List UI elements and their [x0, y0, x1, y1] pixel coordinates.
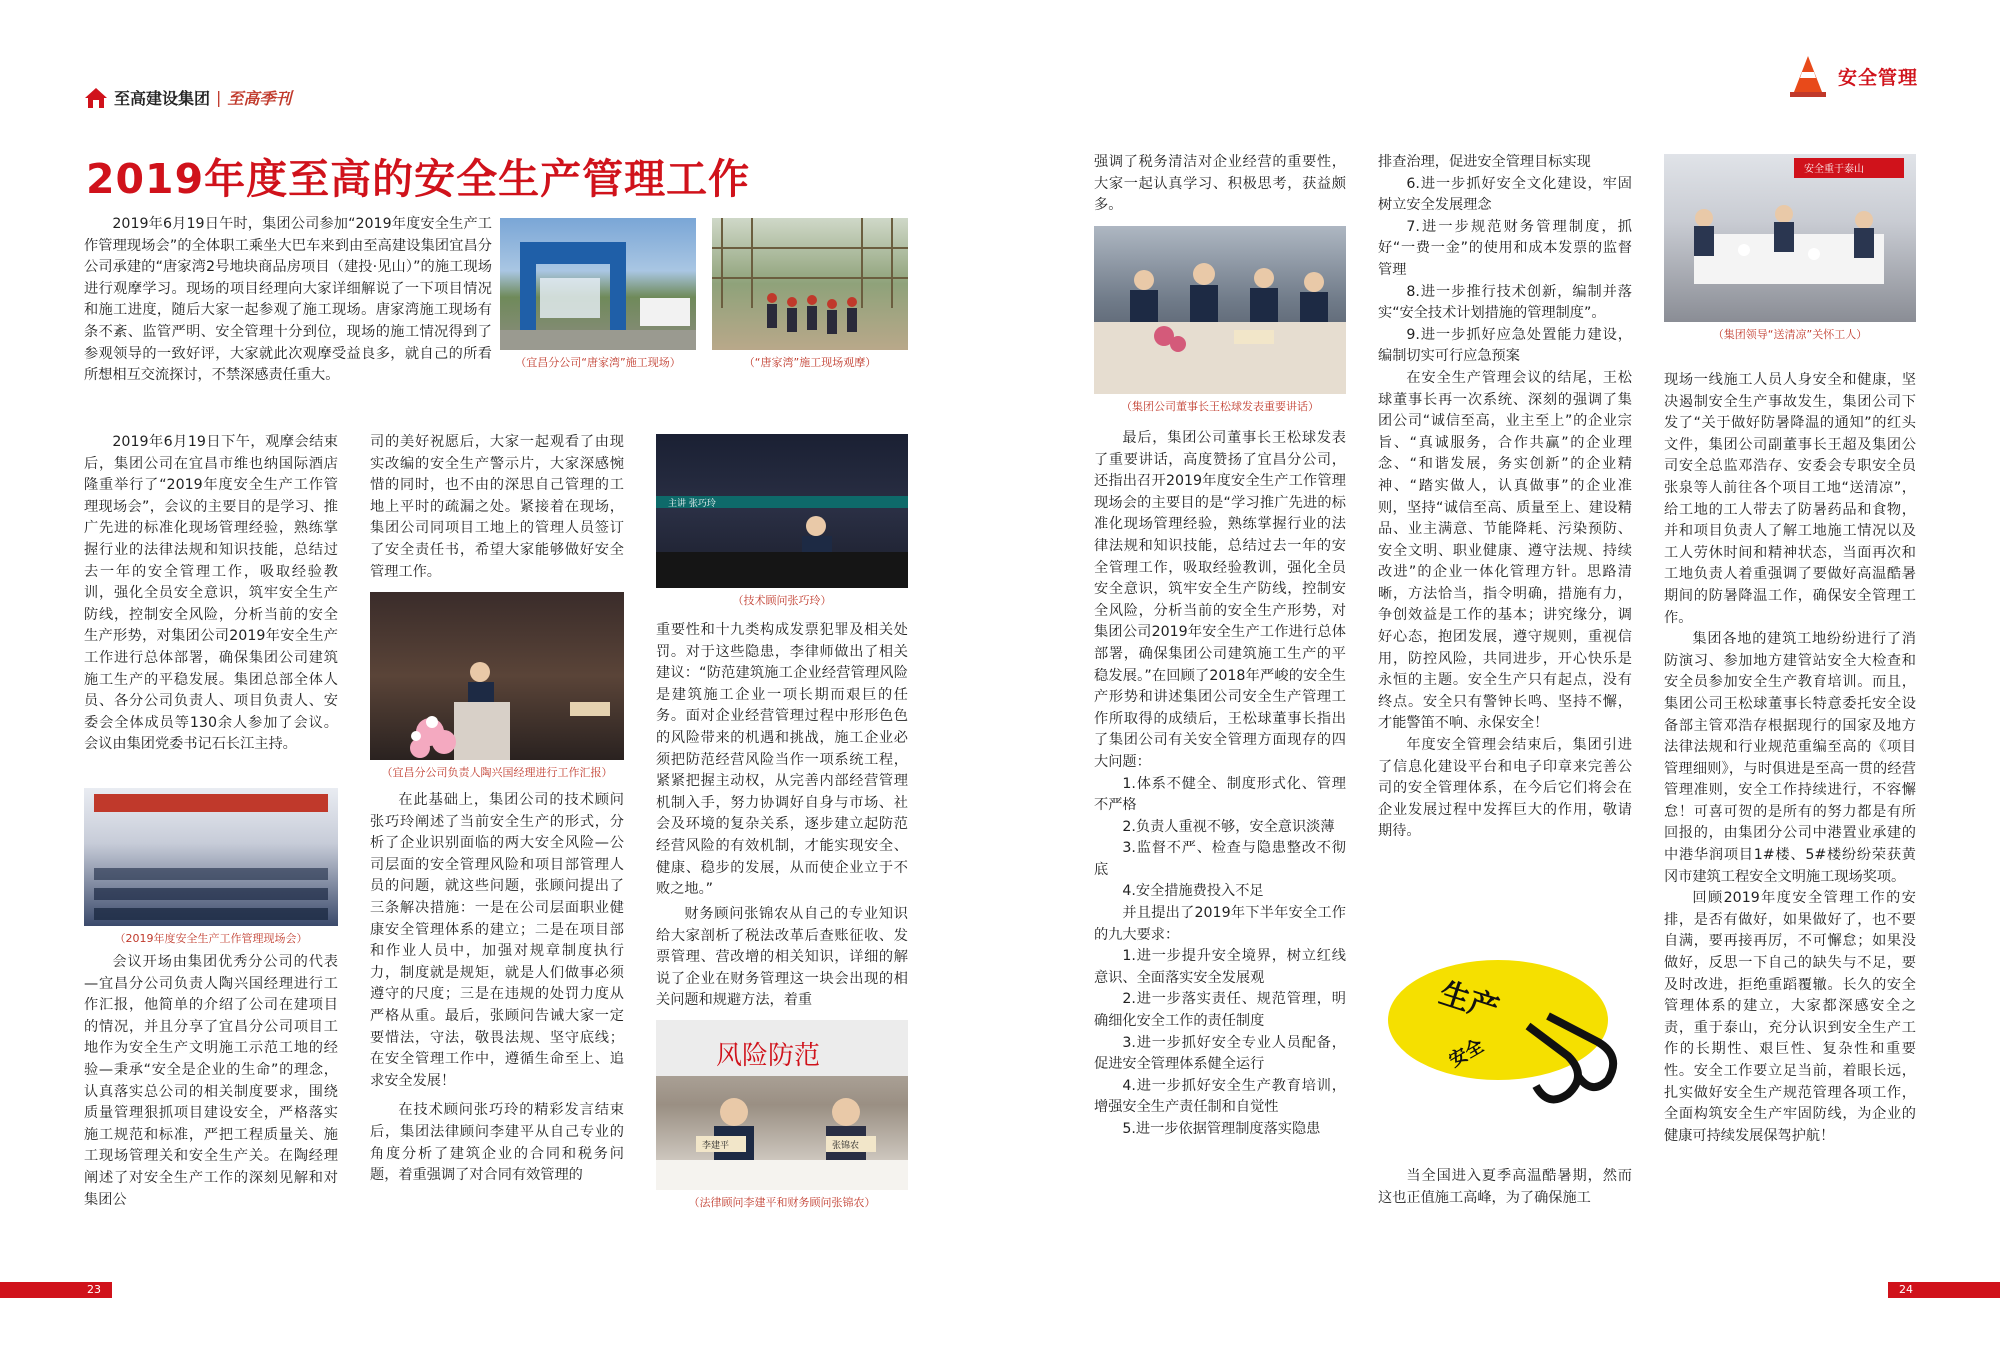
requirement-7: 7.进一步规范财务管理制度，抓好“一费一金”的使用和成本发票的监督管理	[1378, 218, 1632, 278]
caption-legal-finance: （法律顾问李建平和财务顾问张锦农）	[688, 1196, 876, 1209]
legal-finance-advisors-photo	[656, 1020, 908, 1190]
column-3-text-a: 重要性和十九类构成发票犯罪及相关处罚。对于这些隐患，李律师做出了相关建议：“防范建筑施工企业经营管理风险是建筑施工企业一项长期而艰巨的任务。面对企业经营管理过程中形形色色的风险带来的机遇和挑战，施工企业必须把防范经营风险当作一项系统工程，紧紧把握主动权，从完善内部经营管理机制入手，努力协调好自身与市场、社会及环境的复杂关系，逐步建立起防范经营风险的有效机制，才能实现安全、健康、稳步的发展，从而使企业立于不败之地。”	[656, 622, 908, 898]
site-visit-photo	[712, 218, 908, 350]
caption-chairman-speech: （集团公司董事长王松球发表重要讲话）	[1121, 400, 1319, 413]
requirement-5: 5.进一步依据管理制度落实隐患	[1122, 1121, 1321, 1137]
article-title: 2019年度至高的安全生产管理工作	[86, 155, 751, 203]
brand-logo	[84, 86, 291, 109]
section-label: 安全管理	[1838, 66, 1919, 89]
section-header	[1788, 54, 1918, 98]
graphic-word-production: 生产	[1435, 975, 1503, 1028]
intro-paragraph-top: 2019年6月19日午时，集团公司参加“2019年度安全生产工作管理现场会”的全体职工乘坐大巴车来到由至高建设集团宜昌分公司承建的“唐家湾2号地块商品房项目（建投·见山）”的施工现场进行观摩学习。现场的项目经理向大家详细解说了一下项目情况和施工进度，随后大家一起参观了施工现场。唐家湾施工现场有条不紊、监管严明、安全管理十分到位，现场的施工情况得到了参观领导的一致好评，大家就此次观摩受益良多，就自己的所看所想相互交流探讨，不禁深感责任重大。	[84, 216, 492, 384]
house-logo-icon	[84, 87, 108, 109]
name-card-left: 李建平	[702, 1141, 730, 1151]
name-card-right: 张锦农	[832, 1141, 860, 1151]
requirement-2: 2.进一步落实责任、规范管理，明确细化安全工作的责任制度	[1094, 991, 1346, 1030]
column-6-text: 现场一线施工人员人身安全和健康，坚决遏制安全生产事故发生，集团公司下发了“关于做好防暑降温的通知”的红头文件，集团公司副董事长王超及集团公司安全总监邓浩存、安委会专职安全员张泉等人前往各个项目工地“送清凉”，给工地的工人带去了防暑药品和食物，并和项目负责人了解工地施工情况以及工人劳休时间和精神状态，当面再次和工地负责人着重强调了要做好高温酷暑期间的防暑降温工作，确保安全管理工作。 集团各地的建筑工地纷纷进行了消防演习、参加地方建管站安全大检查和安全员参加安全生产教育培训。而且，集团公司王松球董事长特意委托安全设备部主管邓浩存根据现行的国家及地方法律法规和行业规范重编至高的《项目管理细则》，与时俱进是至高一贯的经营管理准则，安全工作持续进行，不容懈怠！可喜可贺的是所有的努力都是有所回报的，由集团分公司中港置业承建的中港华润项目1#楼、5#楼纷纷荣获黄冈市建筑工程安全文明施工现场奖项。 回顾2019年度安全管理工作的安排，是否有做好，如果做好了，也不要自满，要再接再厉，不可懈怠；如果没做好，反思一下自己的缺失与不足，要及时改进，拒绝重蹈覆辙。长久的安全管理体系的建立，大家都深感安全之责，重于泰山，充分认识到安全生产工作的长期性、艰巨性、复杂性和重要性。安全工作要立足当前，着眼长远，扎实做好安全生产规范管理各项工作，全面构筑安全生产牢固防线，为企业的健康可持续发展保驾护航！	[1664, 372, 1916, 1144]
problem-2: 2.负责人重视不够，安全意识淡薄	[1122, 818, 1335, 835]
speaker-podium-photo	[370, 592, 624, 760]
summer-care-photo	[1664, 154, 1916, 322]
conference-hall-photo	[84, 788, 338, 926]
graphic-word-safety: 安全	[1445, 1035, 1488, 1072]
column-1-text-b: 会议开场由集团优秀分公司的代表—宜昌分公司负责人陶兴国经理进行工作汇报，他简单的介绍了公司在建项目的情况，并且分享了宜昌分公司项目工地作为安全生产文明施工示范工地的经验—秉承“安全是企业的生命”的理念，认真落实总公司的相关制度要求，围绕质量管理狠抓项目建设安全，严格落实施工规范和标准，严把工程质量关、施工现场管理关和安全生产关。在陶经理阐述了对安全生产工作的深刻见解和对集团公	[84, 954, 338, 1208]
problem-1: 1.体系不健全、制度形式化、管理不严格	[1094, 775, 1346, 814]
traffic-cone-icon	[1788, 54, 1828, 98]
requirement-4: 4.进一步抓好安全生产教育培训，增强安全生产责任制和自觉性	[1094, 1077, 1346, 1116]
brand-name: 至高建设集团	[114, 89, 211, 108]
requirement-1: 1.进一步提升安全境界，树立红线意识、全面落实安全发展观	[1094, 948, 1346, 986]
caption-site-visit: （“唐家湾”施工现场观摩）	[743, 356, 877, 369]
column-2-text-b: 在此基础上，集团公司的技术顾问张巧玲阐述了当前安全生产的形式，分析了企业识别面临的两大安全风险—公司层面的安全管理风险和项目部管理人员的问题，就这些问题，张顾问提出了三条解决措施：一是在公司层面职业健康安全管理体系的建立；二是在项目部和作业人员中，加强对规章制度执行力，制度就是规矩，就是人们做事必须遵守的尺度；三是在违规的处罚力度从严格从重。最后，张顾问告诫大家一定要惜法，守法，敬畏法规、坚守底线；在安全管理工作中，遵循生命至上、追求安全发展！ 在技术顾问张巧玲的精彩发言结束后，集团法律顾问李建平从自己专业的角度分析了建筑企业的合同和税务问题，着重强调了对合同有效管理的	[370, 792, 624, 1184]
risk-banner-text: 风险防范	[716, 1041, 821, 1071]
requirement-9: 9.进一步抓好应急处置能力建设，编制切实可行应急预案	[1378, 326, 1632, 365]
column-5-text-b: 当全国进入夏季高温酷暑期，然而这也正值施工高峰，为了确保施工	[1378, 1168, 1632, 1206]
construction-gate-photo	[500, 218, 696, 350]
caption-site-gate: （宜昌分公司“唐家湾”施工现场）	[515, 356, 681, 369]
column-4-text-b: 最后，集团公司董事长王松球发表了重要讲话，高度赞扬了宜昌分公司，还指出召开2019年度安全生产工作管理现场会的主要目的是“学习推广先进的标准化现场管理经验，熟练掌握行业的法律法规和知识技能，总结过去一年的安全管理工作，吸取经验教训，强化全员安全意识，筑牢安全生产防线，控制安全风险，分析当前的安全生产形势，对集团公司2019年安全生产工作进行总体部署，确保集团公司建筑施工生产的平稳发展。”在回顾了2018年严峻的安全生产形势和讲述集团公司安全生产管理工作所取得的成绩后，王松球董事长指出了集团公司有关安全管理方面现存的四大问题： 1.体系不健全、制度形式化、管理不严格 2.负责人重视不够，安全意识淡薄 3.监督不严、检查与隐患整改不彻底 4.安全措施费投入不足 并且提出了2019年下半年安全工作的九大要求： 1.进一步提升安全境界，树立红线意识、全面落实安全发展观 2.进一步落实责任、规范管理，明确细化安全工作的责任制度 3.进一步抓好安全专业人员配备，促进安全管理体系健全运行 4.进一步抓好安全生产教育培训，增强安全生产责任制和自觉性 5.进一步依据管理制度落实隐患	[1094, 428, 1346, 1141]
safety-production-graphic	[1378, 946, 1632, 1108]
column-4-text-a: 强调了税务清洁对企业经营的重要性，大家一起认真学习、积极思考，获益颇多。	[1094, 154, 1346, 214]
column-1-text-a: 2019年6月19日下午，观摩会结束后，集团公司在宜昌市维也纳国际酒店隆重举行了“2019年度安全生产工作管理现场会”，会议的主要目的是学习、推广先进的标准化现场管理经验，熟练掌握行业的法律法规和知识技能，总结过去一年的安全管理工作，吸取经验教训，强化全员安全意识，筑牢安全生产防线，控制安全风险，分析当前的安全生产形势，对集团公司2019年安全生产工作进行总体部署，确保集团公司建筑施工生产的平稳发展。集团总部全体人员、各分公司负责人、项目负责人、安委会全体成员等130余人参加了会议。会议由集团党委书记石长江主持。	[84, 434, 338, 753]
caption-conference: （2019年度安全生产工作管理现场会）	[114, 932, 308, 945]
column-5-text-a: 排查治理，促进安全管理目标实现 6.进一步抓好安全文化建设，牢固树立安全发展理念 7.进一步规范财务管理制度，抓好“一费一金”的使用和成本发票的监督管理 8.进一步推行技术创新，编制并落实“安全技术计划措施的管理制度”。 9.进一步抓好应急处置能力建设，编制切实可行应急预案 在安全生产管理会议的结尾，王松球董事长再一次系统、深刻的强调了集团公司“诚信至高，业主至上”的企业宗旨、“真诚服务，合作共赢”的企业理念、“和谐发展，务实创新”的企业精神、“踏实做人，认真做事”的企业准则，坚持“诚信至高、质量至上、建设精品、业主满意、节能降耗、污染预防、安全文明、职业健康、遵守法规、持续改进”的企业一体化管理方针。思路清晰，方法恰当，指令明确，措施有力，争创效益是工作的基本；讲究缘分，调好心态，抱团发展，遵守规则，重视信用，防控风险，共同进步，开心快乐是永恒的主题。安全生产只有起点，没有终点。安全只有警钟长鸣、坚持不懈，才能警笛不响、永保安全！ 年度安全管理会结束后，集团引进了信息化建设平台和电子印章来完善公司的安全管理体系，在今后它们将会在企业发展过程中发挥巨大的作用，敬请期待。	[1378, 154, 1632, 840]
brand-subtitle: 至高季刊	[227, 89, 292, 108]
caption-summer-care: （集团领导“送清凉”关怀工人）	[1712, 328, 1868, 341]
caption-branch-report: （宜昌分公司负责人陶兴国经理进行工作汇报）	[381, 766, 613, 779]
podium-banner-text: 主讲 张巧玲	[668, 499, 716, 509]
caption-tech-advisor: （技术顾问张巧玲）	[732, 594, 832, 607]
problem-4: 4.安全措施费投入不足	[1122, 883, 1264, 900]
safety-slogan-text: 安全重于泰山	[1804, 164, 1864, 175]
problem-3: 3.监督不严、检查与隐患整改不彻底	[1094, 840, 1346, 878]
tech-advisor-photo	[656, 434, 908, 588]
page-number-right: 24	[1899, 1283, 1913, 1296]
column-2-text-a: 司的美好祝愿后，大家一起观看了由现实改编的安全生产警示片，大家深感惋惜的同时，也不由的深思自己管理的工地上平时的疏漏之处。紧接着在现场，集团公司同项目工地上的管理人员签订了安全责任书，希望大家能够做好安全管理工作。	[370, 434, 624, 580]
requirement-6: 6.进一步抓好安全文化建设，牢固树立安全发展理念	[1378, 175, 1632, 214]
chairman-speech-photo	[1094, 226, 1346, 394]
brand-divider: |	[216, 88, 222, 107]
requirement-8: 8.进一步推行技术创新，编制并落实“安全技术计划措施的管理制度”。	[1378, 283, 1632, 322]
column-3-text-b: 财务顾问张锦农从自己的专业知识给大家剖析了税法改革后查账征收、发票管理、营改增的相关知识，详细的解说了企业在财务管理这一块会出现的相关问题和规避方法，着重	[656, 906, 908, 1009]
page-number-left: 23	[87, 1283, 101, 1296]
requirement-3: 3.进一步抓好安全专业人员配备，促进安全管理体系健全运行	[1094, 1034, 1346, 1073]
intro-paragraph-tail	[84, 379, 904, 403]
